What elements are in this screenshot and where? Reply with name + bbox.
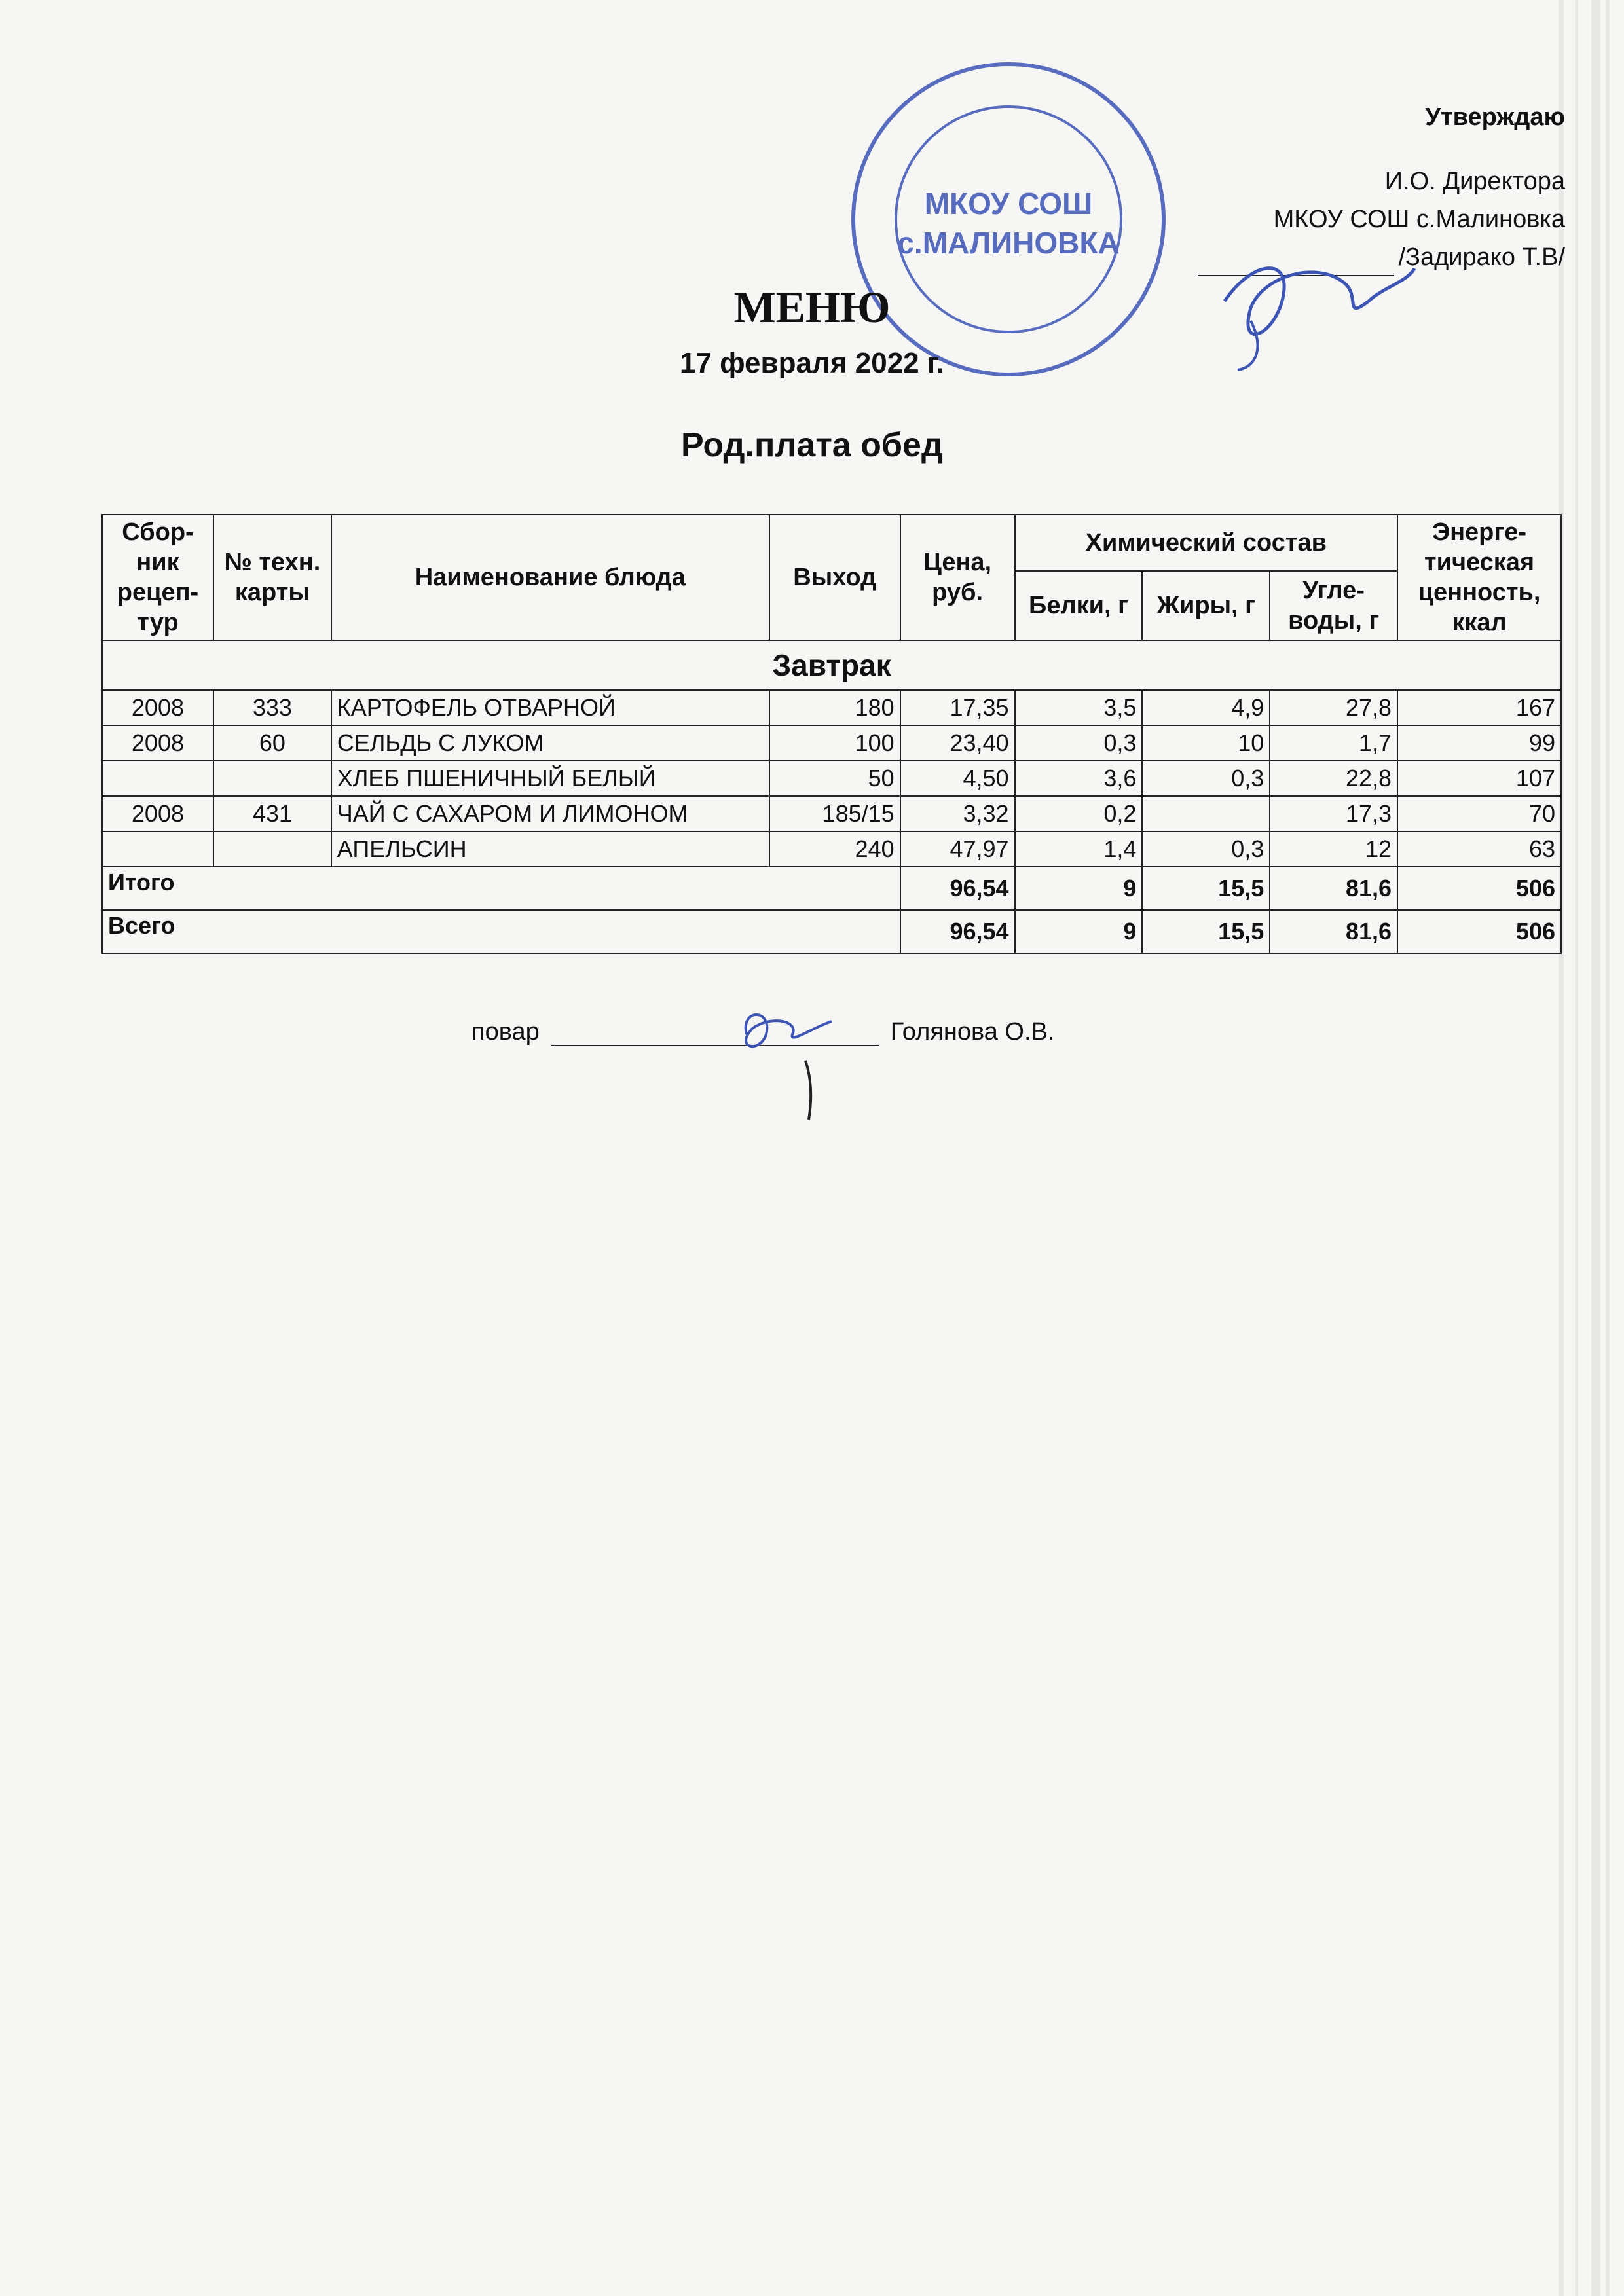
stamp-line-2: с.МАЛИНОВКА <box>897 226 1120 260</box>
header-carbs: Угле-воды, г <box>1270 571 1397 640</box>
cell-dish: КАРТОФЕЛЬ ОТВАРНОЙ <box>331 690 769 725</box>
approval-position: И.О. Директора <box>1384 168 1565 195</box>
totals-protein: 9 <box>1015 910 1143 953</box>
cell-dish: СЕЛЬДЬ С ЛУКОМ <box>331 725 769 761</box>
cell-yield: 185/15 <box>769 796 900 831</box>
cell-card <box>213 831 331 867</box>
header-yield: Выход <box>769 515 900 640</box>
header-dish: Наименование блюда <box>331 515 769 640</box>
cell-yield: 100 <box>769 725 900 761</box>
cell-collection <box>102 761 213 796</box>
stamp-line-1: МКОУ СОШ <box>924 187 1093 221</box>
cell-fat: 10 <box>1142 725 1270 761</box>
table-row <box>102 831 1561 867</box>
cook-name: Голянова О.В. <box>890 1018 1055 1046</box>
cell-collection <box>102 831 213 867</box>
cell-price: 4,50 <box>900 761 1015 796</box>
cell-fat: 0,3 <box>1142 831 1270 867</box>
totals-row <box>102 867 1561 910</box>
cell-card: 60 <box>213 725 331 761</box>
cell-collection: 2008 <box>102 725 213 761</box>
approval-heading: Утверждаю <box>1425 103 1565 131</box>
cell-collection: 2008 <box>102 796 213 831</box>
table-row <box>102 761 1561 796</box>
cell-card: 431 <box>213 796 331 831</box>
cook-signature <box>727 995 858 1126</box>
table-row <box>102 690 1561 725</box>
cell-energy: 167 <box>1397 690 1561 725</box>
totals-carbs: 81,6 <box>1270 867 1397 910</box>
totals-row <box>102 910 1561 953</box>
header-chem: Химический состав <box>1015 515 1398 571</box>
totals-energy: 506 <box>1397 867 1561 910</box>
totals-label: Итого <box>102 867 900 910</box>
cell-protein: 3,5 <box>1015 690 1143 725</box>
header-price: Цена, руб. <box>900 515 1015 640</box>
cell-carbs: 12 <box>1270 831 1397 867</box>
table-row <box>102 725 1561 761</box>
cell-fat <box>1142 796 1270 831</box>
cell-dish: АПЕЛЬСИН <box>331 831 769 867</box>
approval-school: МКОУ СОШ с.Малиновка <box>1273 206 1565 233</box>
cell-energy: 107 <box>1397 761 1561 796</box>
cell-protein: 1,4 <box>1015 831 1143 867</box>
cell-collection: 2008 <box>102 690 213 725</box>
cell-price: 17,35 <box>900 690 1015 725</box>
menu-date: 17 февраля 2022 г. <box>679 347 945 379</box>
cell-price: 47,97 <box>900 831 1015 867</box>
cell-card <box>213 761 331 796</box>
cook-label: повар <box>471 1018 540 1046</box>
header-fat: Жиры, г <box>1142 571 1270 640</box>
header-energy: Энерге-тическая ценность, ккал <box>1397 515 1561 640</box>
cell-protein: 0,3 <box>1015 725 1143 761</box>
cell-energy: 63 <box>1397 831 1561 867</box>
cell-fat: 4,9 <box>1142 690 1270 725</box>
cell-yield: 240 <box>769 831 900 867</box>
cell-protein: 3,6 <box>1015 761 1143 796</box>
totals-fat: 15,5 <box>1142 867 1270 910</box>
totals-price: 96,54 <box>900 867 1015 910</box>
cell-dish: ЧАЙ С САХАРОМ И ЛИМОНОМ <box>331 796 769 831</box>
totals-protein: 9 <box>1015 867 1143 910</box>
table-row <box>102 796 1561 831</box>
totals-fat: 15,5 <box>1142 910 1270 953</box>
menu-table <box>101 514 1562 954</box>
cell-protein: 0,2 <box>1015 796 1143 831</box>
cell-yield: 50 <box>769 761 900 796</box>
cell-card: 333 <box>213 690 331 725</box>
section-breakfast: Завтрак <box>102 640 1561 690</box>
header-protein: Белки, г <box>1015 571 1143 640</box>
header-card-number: № техн. карты <box>213 515 331 640</box>
cell-carbs: 22,8 <box>1270 761 1397 796</box>
header-collection: Сбор-ник рецеп-тур <box>102 515 213 640</box>
menu-subtitle: Род.плата обед <box>681 426 943 464</box>
totals-carbs: 81,6 <box>1270 910 1397 953</box>
cell-energy: 99 <box>1397 725 1561 761</box>
totals-price: 96,54 <box>900 910 1015 953</box>
cell-carbs: 1,7 <box>1270 725 1397 761</box>
cell-price: 3,32 <box>900 796 1015 831</box>
cell-price: 23,40 <box>900 725 1015 761</box>
cell-fat: 0,3 <box>1142 761 1270 796</box>
cell-dish: ХЛЕБ ПШЕНИЧНЫЙ БЕЛЫЙ <box>331 761 769 796</box>
cell-carbs: 17,3 <box>1270 796 1397 831</box>
totals-energy: 506 <box>1397 910 1561 953</box>
page-title: МЕНЮ <box>733 282 891 332</box>
cell-energy: 70 <box>1397 796 1561 831</box>
cell-yield: 180 <box>769 690 900 725</box>
cell-carbs: 27,8 <box>1270 690 1397 725</box>
approval-signer: /Задирако Т.В/ <box>1398 244 1565 271</box>
totals-label: Всего <box>102 910 900 953</box>
